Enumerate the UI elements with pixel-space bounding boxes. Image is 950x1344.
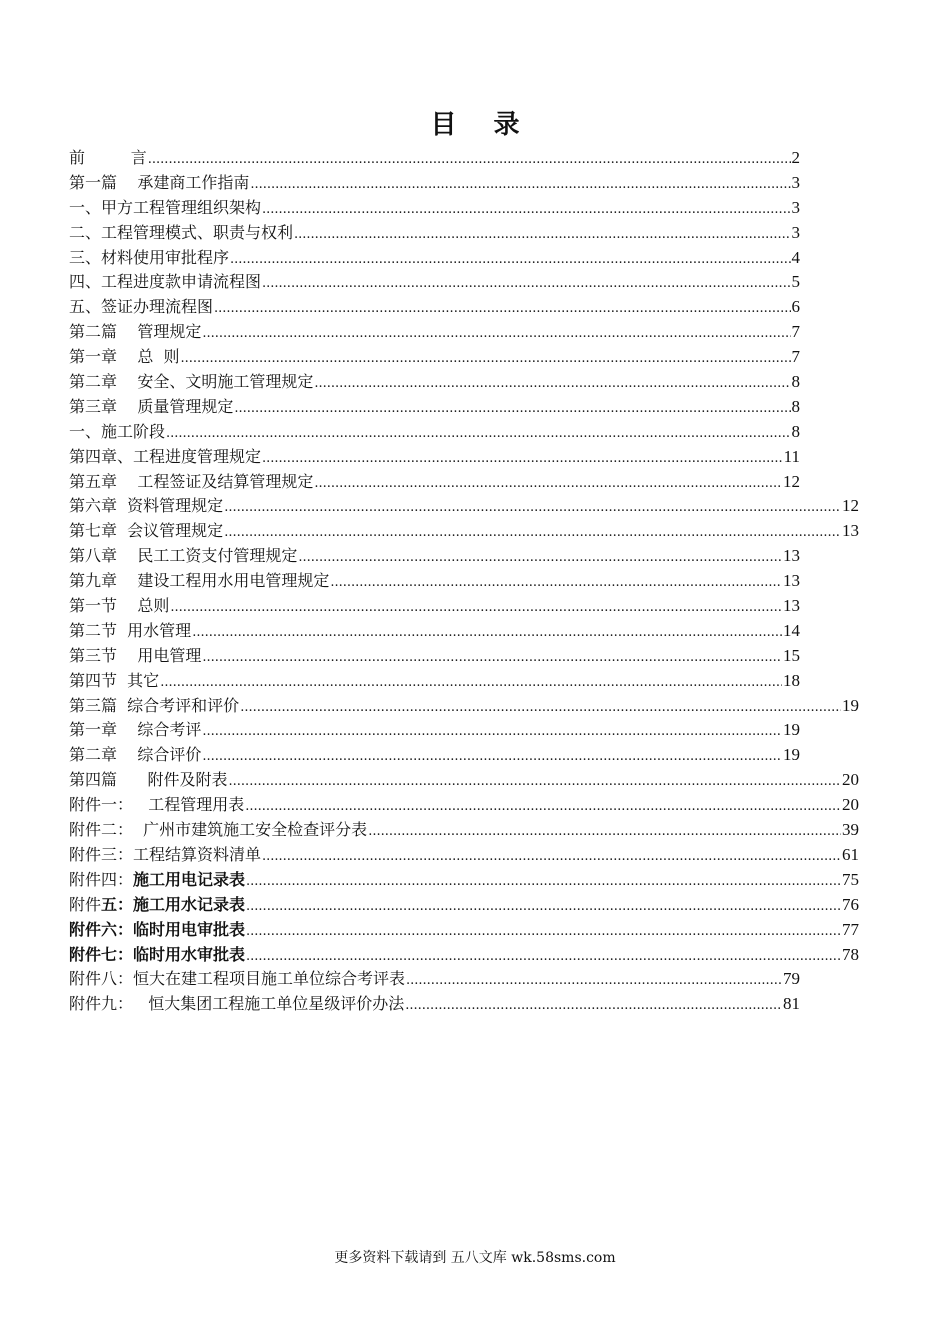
- toc-entry-label: 五、签证办理流程图: [69, 297, 214, 317]
- toc-dot-leader: [262, 447, 783, 472]
- toc-entry-page-number: 8: [791, 396, 800, 416]
- toc-dot-leader: [405, 994, 782, 1019]
- toc-entry-page-number: 77: [842, 919, 859, 939]
- toc-dot-leader: [262, 272, 790, 297]
- toc-entry-label-bold: 施工用电记录表: [133, 869, 246, 889]
- toc-entry[interactable]: [69, 420, 800, 445]
- toc-entry[interactable]: [69, 270, 800, 295]
- toc-entry[interactable]: [69, 494, 859, 519]
- toc-entry-label: 第二章 综合评价: [69, 745, 202, 765]
- toc-dot-leader: [202, 646, 782, 671]
- toc-entry-label: 第四章、工程进度管理规定: [69, 446, 262, 466]
- toc-dot-leader: [234, 397, 790, 422]
- toc-entry[interactable]: [69, 943, 859, 968]
- footer-text: 更多资料下载请到 五八文库 wk.58sms.com: [334, 1250, 616, 1266]
- toc-entry-page-number: 13: [783, 546, 800, 566]
- toc-entry[interactable]: [69, 395, 800, 420]
- toc-entry[interactable]: [69, 868, 859, 893]
- toc-entry[interactable]: [69, 669, 800, 694]
- toc-entry[interactable]: [69, 146, 800, 171]
- toc-entry[interactable]: [69, 793, 859, 818]
- toc-entry-label: 四、工程进度款申请流程图: [69, 272, 262, 292]
- toc-entry[interactable]: [69, 544, 800, 569]
- toc-entry-page-number: 2: [791, 148, 800, 167]
- toc-entry-label: 附件八：恒大在建工程项目施工单位综合考评表: [69, 969, 406, 989]
- toc-entry-page-number: 11: [783, 446, 800, 466]
- toc-entry-page-number: 79: [783, 969, 800, 989]
- toc-dot-leader: [368, 820, 841, 845]
- toc-entry[interactable]: [69, 893, 859, 918]
- toc-entry[interactable]: [69, 619, 800, 644]
- toc-entry-page-number: 14: [783, 620, 800, 640]
- toc-entry-page-number: 18: [783, 670, 800, 690]
- toc-entry-page-number: 12: [783, 471, 800, 491]
- page-title: 目 录: [430, 110, 534, 140]
- toc-entry[interactable]: [69, 246, 800, 271]
- toc-entry-page-number: 78: [842, 944, 859, 964]
- toc-entry-page-number: 8: [791, 421, 800, 441]
- toc-entry-label: 一、甲方工程管理组织架构: [69, 197, 262, 217]
- toc-entry[interactable]: [69, 295, 800, 320]
- toc-dot-leader: [250, 173, 790, 198]
- toc-entry[interactable]: [69, 370, 800, 395]
- toc-entry[interactable]: [69, 519, 859, 544]
- toc-entry-label: 第九章 建设工程用水用电管理规定: [69, 571, 330, 591]
- toc-entry-label-bold: 五：施工用水记录表: [101, 894, 246, 914]
- toc-entry-page-number: 8: [791, 372, 800, 392]
- toc-dot-leader: [224, 496, 841, 521]
- toc-entry-label-bold: 附件七：临时用水审批表: [69, 944, 246, 964]
- toc-entry-page-number: 6: [791, 297, 800, 317]
- toc-entry[interactable]: [69, 768, 859, 793]
- toc-entry-page-number: 5: [791, 272, 800, 292]
- toc-dot-leader: [202, 720, 782, 745]
- toc-dot-leader: [298, 546, 782, 571]
- toc-dot-leader: [246, 870, 841, 895]
- toc-entry-page-number: 13: [842, 521, 859, 541]
- toc-dot-leader: [170, 596, 782, 621]
- toc-entry-page-number: 3: [791, 172, 800, 192]
- toc-entry[interactable]: [69, 644, 800, 669]
- toc-dot-leader: [246, 945, 841, 970]
- toc-entry-page-number: 15: [783, 645, 800, 665]
- toc-entry-page-number: 4: [791, 247, 800, 267]
- toc-entry-label: 第五章 工程签证及结算管理规定: [69, 471, 314, 491]
- toc-entry-label: 附件二： 广州市建筑施工安全检查评分表: [69, 820, 368, 840]
- toc-entry[interactable]: [69, 743, 800, 768]
- toc-entry-label: 附件四：: [69, 869, 134, 889]
- toc-dot-leader: [230, 248, 790, 273]
- toc-entry-label: 第六章 资料管理规定: [69, 496, 224, 516]
- toc-entry-label: 第七章 会议管理规定: [69, 521, 224, 541]
- toc-entry-label: 附件三：工程结算资料清单: [69, 844, 262, 864]
- toc-entry[interactable]: [69, 470, 800, 495]
- toc-entry-label: 第四节 其它: [69, 670, 160, 690]
- toc-entry-page-number: 19: [842, 695, 859, 715]
- toc-entry-page-number: 13: [783, 571, 800, 591]
- toc-entry-page-number: 61: [842, 844, 859, 864]
- toc-entry-page-number: 13: [783, 596, 800, 616]
- toc-entry[interactable]: [69, 445, 800, 470]
- toc-entry-label: 附件一： 工程管理用表: [69, 795, 245, 815]
- toc-entry-label: 第三章 质量管理规定: [69, 396, 234, 416]
- toc-entry-label: 第一章 总 则: [69, 347, 180, 367]
- toc-dot-leader: [229, 770, 841, 795]
- toc-entry[interactable]: [69, 594, 800, 619]
- toc-entry-page-number: 7: [791, 347, 800, 367]
- toc-entry-label: 附件九： 恒大集团工程施工单位星级评价办法: [69, 994, 405, 1014]
- toc-entry-page-number: 3: [791, 197, 800, 217]
- toc-entry[interactable]: [69, 967, 800, 992]
- toc-entry-label: 第二篇 管理规定: [69, 322, 202, 342]
- toc-entry-label: 第三节 用电管理: [69, 645, 202, 665]
- toc-dot-leader: [192, 621, 782, 646]
- toc-entry-page-number: 3: [791, 222, 800, 242]
- toc-entry-label: 第八章 民工工资支付管理规定: [69, 546, 298, 566]
- toc-entry-page-number: 19: [783, 745, 800, 765]
- toc-entry[interactable]: [69, 818, 859, 843]
- toc-entry-label: 第二节 用水管理: [69, 620, 192, 640]
- toc-dot-leader: [330, 571, 782, 596]
- toc-entry[interactable]: [69, 569, 800, 594]
- toc-entry-label-bold: 附件六：临时用电审批表: [69, 919, 246, 939]
- toc-entry-page-number: 76: [842, 894, 859, 914]
- toc-entry-page-number: 39: [842, 820, 859, 840]
- toc-entry-page-number: 7: [791, 322, 800, 342]
- toc-dot-leader: [245, 795, 841, 820]
- toc-dot-leader: [166, 422, 790, 447]
- toc-dot-leader: [246, 920, 841, 945]
- toc-entry[interactable]: [69, 171, 800, 196]
- toc-entry-page-number: 75: [842, 869, 859, 889]
- toc-dot-leader: [202, 745, 782, 770]
- toc-entry-label: 一、施工阶段: [69, 421, 166, 441]
- toc-entry[interactable]: [69, 345, 800, 370]
- toc-entry-page-number: 20: [842, 770, 859, 790]
- toc-dot-leader: [294, 223, 790, 248]
- toc-entry[interactable]: [69, 718, 800, 743]
- toc-entry-page-number: 12: [842, 496, 859, 516]
- toc-dot-leader: [148, 148, 791, 173]
- toc-entry-page-number: 81: [783, 994, 800, 1014]
- toc-dot-leader: [314, 472, 782, 497]
- toc-dot-leader: [262, 845, 841, 870]
- toc-dot-leader: [181, 347, 791, 372]
- table-of-contents: [69, 146, 869, 1017]
- toc-dot-leader: [214, 297, 790, 322]
- toc-entry-label: 附件: [69, 894, 102, 914]
- toc-entry[interactable]: [69, 694, 859, 719]
- toc-entry-label: 第二章 安全、文明施工管理规定: [69, 372, 314, 392]
- toc-dot-leader: [224, 521, 841, 546]
- toc-entry[interactable]: [69, 196, 800, 221]
- toc-entry-label: 前 言: [69, 148, 147, 167]
- toc-entry-label: 第一篇 承建商工作指南: [69, 172, 250, 192]
- toc-entry[interactable]: [69, 320, 800, 345]
- toc-dot-leader: [406, 969, 782, 994]
- toc-entry[interactable]: [69, 992, 800, 1017]
- toc-entry-label: 三、材料使用审批程序: [69, 247, 230, 267]
- toc-dot-leader: [202, 322, 790, 347]
- toc-entry[interactable]: [69, 221, 800, 246]
- toc-dot-leader: [240, 696, 841, 721]
- toc-entry-page-number: 20: [842, 795, 859, 815]
- toc-entry[interactable]: [69, 843, 859, 868]
- toc-entry[interactable]: [69, 918, 859, 943]
- toc-entry-label: 第一节 总则: [69, 596, 170, 616]
- toc-dot-leader: [160, 671, 782, 696]
- toc-entry-label: 二、工程管理模式、职责与权利: [69, 222, 294, 242]
- toc-dot-leader: [262, 198, 790, 223]
- toc-entry-label: 第一章 综合考评: [69, 720, 202, 740]
- toc-entry-label: 第三篇 综合考评和评价: [69, 695, 240, 715]
- toc-dot-leader: [246, 895, 841, 920]
- toc-entry-label: 第四篇 附件及附表: [69, 770, 228, 790]
- toc-dot-leader: [314, 372, 790, 397]
- toc-entry-page-number: 19: [783, 720, 800, 740]
